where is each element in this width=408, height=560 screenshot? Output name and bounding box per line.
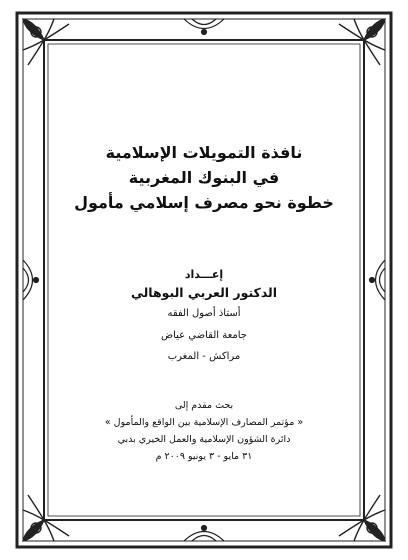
edge-ornament-top [184, 19, 224, 35]
author-city: مراكش - المغرب [167, 351, 241, 362]
title-line-2: في البنوك المغربية [128, 168, 280, 187]
conference-organizer: دائرة الشؤون الإسلامية والعمل الخيري بدبي [117, 434, 291, 445]
edge-ornament-right [370, 260, 386, 300]
title-line-1: نافذة التمويلات الإسلامية [105, 143, 303, 162]
author-university: جامعة القاضي عياض [160, 330, 247, 341]
author-name: الدكتور العربي البوهالي [130, 285, 278, 300]
cover-content [50, 50, 358, 510]
conference-date: ٣١ مايو - ٣ يونيو ٢٠٠٩ م [155, 451, 253, 462]
title-line-3: خطوة نحو مصرف إسلامي مأمول [74, 193, 334, 212]
conference-name: « مؤتمر المصارف الإسلامية بين الواقع والمأمول » [104, 417, 304, 428]
edge-ornament-left [23, 260, 39, 300]
submission-intro: بحث مقدم إلى [174, 400, 234, 411]
edge-ornament-bottom [184, 526, 224, 542]
prepared-by-label: إعـــداد [184, 268, 224, 281]
author-position: أستاذ أصول الفقه [167, 308, 241, 319]
